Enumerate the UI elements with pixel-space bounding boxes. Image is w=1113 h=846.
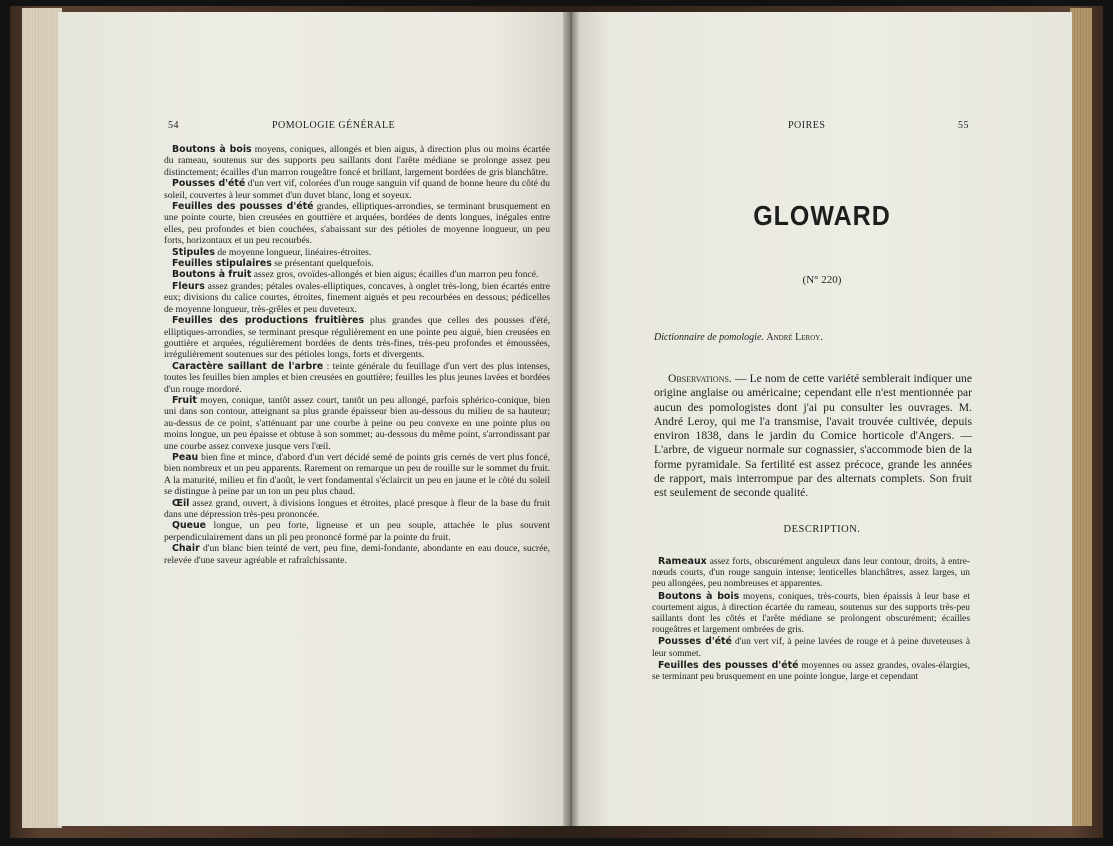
book-gutter xyxy=(563,12,579,826)
dictionary-title: Dictionnaire de pomologie. xyxy=(654,332,764,343)
right-page-number: 55 xyxy=(958,120,969,131)
description-paragraph xyxy=(652,660,970,683)
left-body-paragraph xyxy=(164,543,550,566)
left-body-text: se présentant quelquefois. xyxy=(271,258,374,270)
left-body-term: Œil xyxy=(172,497,190,509)
left-body-text: : teinte générale du feuillage d'un vert des plus intenses, toutes les feuilles bien amples et bien creusées en gouttière; feuilles les plus jeunes lavées et bordées d'un rouge mordoré. xyxy=(164,360,550,395)
description-paragraph xyxy=(652,556,970,591)
left-body-term: Caractère saillant de l'arbre xyxy=(172,360,324,372)
left-body-paragraph xyxy=(164,178,550,201)
variety-number: (N° 220) xyxy=(802,274,842,286)
description-text: d'un vert vif, à peine lavées de rouge et à peine duveteuses à leur sommet. xyxy=(652,637,970,659)
left-body-text: moyens, coniques, allongés et bien aigus, à direction plus ou moins écartée du rameau, soutenus sur des supports peu saillants dont l'arête médiane se prolonge assez peu distinctement; écailles d'un marron rougeâtre foncé et brillant, largement bordées de gris blanchâtre. xyxy=(164,144,550,178)
left-body-text: bien fine et mince, d'abord d'un vert décidé semé de points gris cernés de vert plus foncé, bien nombreux et un peu apparents. Rarement on remarque un peu de rouille sur le sommet du fruit. A la maturité, milieu et fin d'août, le vert fondamental s'éclaircit un peu en jaune et le côté du soleil se distingue à peine par un ton un peu plus chaud. xyxy=(164,451,550,498)
description-term: Rameaux xyxy=(658,556,707,567)
observations-label: Observations. xyxy=(668,372,732,385)
left-body-term: Boutons à fruit xyxy=(172,269,252,281)
left-body-paragraph xyxy=(164,201,550,247)
left-body-paragraph xyxy=(164,258,550,269)
left-body-term: Peau xyxy=(172,451,199,463)
left-body-text: longue, un peu forte, ligneuse et un peu souple, attachée le plus souvent perpendiculairement dans un pli peu prononcé formé par la pointe du fruit. xyxy=(164,520,550,543)
variety-title: GLOWARD xyxy=(753,200,891,232)
left-body-paragraph xyxy=(164,281,550,315)
left-body-term: Feuilles des pousses d'été xyxy=(172,201,314,213)
left-body-paragraph xyxy=(164,269,550,280)
description-text: moyennes ou assez grandes, ovales-élargies, se terminant peu brusquement en une pointe longue, large et cependant xyxy=(652,660,970,683)
dictionary-reference xyxy=(654,332,823,343)
left-body-paragraph xyxy=(164,315,550,361)
left-body-term: Feuilles stipulaires xyxy=(172,258,272,270)
left-body-term: Chair xyxy=(172,543,200,555)
left-body-paragraph xyxy=(164,452,550,498)
observations-paragraph xyxy=(654,372,972,501)
page-edges-left xyxy=(22,8,62,828)
left-body-term: Boutons à bois xyxy=(172,144,252,155)
right-page xyxy=(572,12,1072,826)
page-edges-right xyxy=(1070,8,1092,826)
description-term: Feuilles des pousses d'été xyxy=(658,659,799,671)
left-page-number: 54 xyxy=(168,120,179,131)
left-body-paragraph xyxy=(164,247,550,258)
left-body-term: Fleurs xyxy=(172,280,205,292)
left-body-term: Pousses d'été xyxy=(172,178,246,190)
description-paragraph xyxy=(652,591,970,637)
left-page-body xyxy=(164,144,550,566)
left-body-text: d'un vert vif, colorées d'un rouge sanguin vif quand de bonne heure du côté du soleil, couvertes à leur sommet d'un duvet blanc, long et soyeux. xyxy=(164,178,550,201)
description-heading: DESCRIPTION. xyxy=(783,524,861,535)
left-body-paragraph xyxy=(164,144,550,178)
description-term: Boutons à bois xyxy=(658,590,740,602)
left-body-term: Queue xyxy=(172,520,207,532)
left-body-text: assez grandes; pétales ovales-elliptiques, concaves, à onglet très-long, bien écartés entre eux; divisions du calice courtes, étroites, finement aiguës et peu recourbées en dessous; pédicelles de moyenne longueur, très-grêles et peu duveteux. xyxy=(164,280,550,315)
dictionary-author: André Leroy. xyxy=(766,332,823,343)
left-body-term: Fruit xyxy=(172,394,197,406)
left-body-text: grandes, elliptiques-arrondies, se terminant brusquement en une pointe courte, bien creusées en gouttière et arquées, bordées de dents longues, inégales entre elles, peu profondes et bien couchées, s'abaissant sur des pétioles de moyenne longueur, un peu forts, horizontaux et un peu recourbés. xyxy=(164,201,550,247)
left-body-text: de moyenne longueur, linéaires-étroites. xyxy=(214,246,372,258)
left-body-paragraph xyxy=(164,520,550,543)
left-body-paragraph xyxy=(164,395,550,452)
left-page xyxy=(58,12,568,826)
description-text: assez forts, obscurément anguleux dans leur contour, droits, à entre-nœuds courts, d'un rouge sanguin intense; lenticelles blanchâtres, assez larges, un peu allongées, peu nombreuses et apparentes. xyxy=(652,557,970,590)
left-body-paragraph xyxy=(164,498,550,521)
right-running-title: POIRES xyxy=(788,120,826,131)
left-body-text: assez grand, ouvert, à divisions longues et étroites, placé presque à fleur de la base du fruit dans une dépression très-peu prononcée. xyxy=(164,497,550,520)
left-running-title: POMOLOGIE GÉNÉRALE xyxy=(272,120,396,131)
left-body-term: Feuilles des productions fruitières xyxy=(172,315,365,327)
left-body-term: Stipules xyxy=(172,246,215,258)
description-text: moyens, coniques, très-courts, bien épaissis à leur base et courtement aigus, à direction écartée du rameau, soutenus sur des supports très-peu saillants dont les côtés et l'arête médiane se prolongent obscurément; écailles rougeâtres et largement ombrées de gris. xyxy=(652,591,970,636)
left-body-text: assez gros, ovoïdes-allongés et bien aigus; écailles d'un marron peu foncé. xyxy=(251,269,539,281)
description-term: Pousses d'été xyxy=(658,636,732,648)
left-body-paragraph xyxy=(164,361,550,395)
left-body-text: moyen, conique, tantôt assez court, tantôt un peu allongé, parfois sphérico-conique, bien uni dans son contour, atteignant sa plus grande épaisseur bien au-dessous du milieu de sa hauteur; au-dessus de ce point, s'atténuant par une courbe à peine ou peu convexe en une pointe plus ou moins longue, un peu épaisse et obtuse à son sommet; au-dessous du même point, s'arrondissant par une courbe assez convexe jusque vers l'œil. xyxy=(164,394,550,452)
description-paragraph xyxy=(652,636,970,659)
observations-text: — Le nom de cette variété semblerait indiquer une origine anglaise ou américaine; cependant elle n'est mentionnée par aucun des pomologistes dont j'ai pu consulter les ouvrages. M. André Leroy, qui me l'a transmise, l'avait trouvée cultivée, depuis environ 1838, dans le jardin du Comice horticole d'Angers. — L'arbre, de vigueur normale sur cognassier, s'accommode bien de la forme pyramidale. Sa fertilité est assez précoce, grande les années de rapport, mais interrompue par des alternats complets. Son fruit est seulement de seconde qualité. xyxy=(654,372,972,500)
left-body-text: d'un blanc bien teinté de vert, peu fine, demi-fondante, abondante en eau douce, sucrée, relevée d'une saveur agréable et rafraîchissante. xyxy=(164,543,550,566)
left-body-text: plus grandes que celles des pousses d'été, elliptiques-arrondies, se terminant presque régulièrement en une pointe peu aiguë, bien creusées en gouttière et arquées, régulièrement bordées de dents très-fines, très-peu profondes et émoussées, irrégulièrement soutenues sur des pétioles longs, forts et divergents. xyxy=(164,315,550,361)
description-body xyxy=(652,556,970,683)
